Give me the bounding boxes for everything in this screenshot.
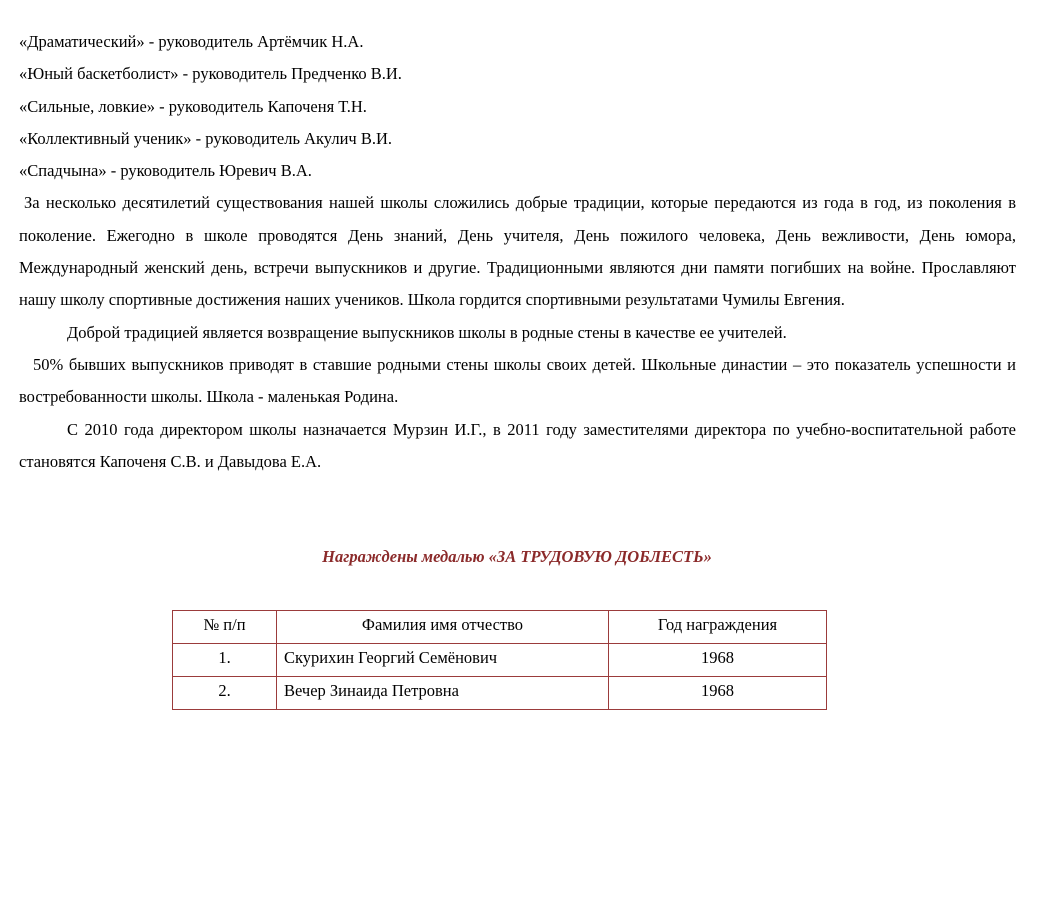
circle-line: «Спадчына» - руководитель Юревич В.А. [19, 161, 312, 181]
teachers-return-paragraph: Доброй традицией является возвращение выпускников школы в родные стены в качестве ее учителей. [67, 322, 787, 342]
table-cell-number: 1. [173, 644, 277, 677]
directors-paragraph: С 2010 года директором школы назначается Мурзин И.Г., в 2011 году заместителями директора по учебно-воспитательной работе становятся Капоченя С.В. и Давыдова Е.А. [19, 419, 1016, 471]
circle-line: «Драматический» - руководитель Артёмчик Н.А. [19, 32, 364, 51]
award-heading: Награждены медалью «ЗА ТРУДОВУЮ ДОБЛЕСТЬ» [322, 547, 712, 566]
column-header-name: Фамилия имя отчество [277, 611, 609, 644]
awards-table [172, 610, 827, 710]
column-header-number: № п/п [173, 611, 277, 644]
traditions-paragraph: За несколько десятилетий существования нашей школы сложились добрые традиции, которые передаются из года в год, из поколения в поколение. Ежегодно в школе проводятся День знаний, День учителя, День пожилого человека, День вежливости, День юмора, Международный женский день, встречи выпускников и другие. Традиционными являются дни памяти погибших на войне. Прославляют нашу школу спортивные достижения наших учеников. Школа гордится спортивными результатами Чумилы Евгения. [19, 193, 1016, 310]
table-row [173, 644, 827, 677]
table-row [173, 677, 827, 710]
table-cell-name: Скурихин Георгий Семёнович [277, 644, 609, 677]
table-cell-number: 2. [173, 677, 277, 710]
dynasties-paragraph: 50% бывших выпускников приводят в ставшие родными стены школы своих детей. Школьные династии – это показатель успешности и востребованности школы. Школа - маленькая Родина. [19, 354, 1016, 407]
circle-line: «Сильные, ловкие» - руководитель Капоченя Т.Н. [19, 96, 367, 116]
table-cell-name: Вечер Зинаида Петровна [277, 677, 609, 710]
table-cell-year: 1968 [609, 677, 827, 710]
table-header-row [173, 611, 827, 644]
column-header-year: Год награждения [609, 611, 827, 644]
document-body [19, 26, 1016, 478]
table-cell-year: 1968 [609, 644, 827, 677]
circle-line: «Коллективный ученик» - руководитель Акулич В.И. [19, 128, 392, 148]
circle-line: «Юный баскетболист» - руководитель Предченко В.И. [19, 64, 402, 84]
